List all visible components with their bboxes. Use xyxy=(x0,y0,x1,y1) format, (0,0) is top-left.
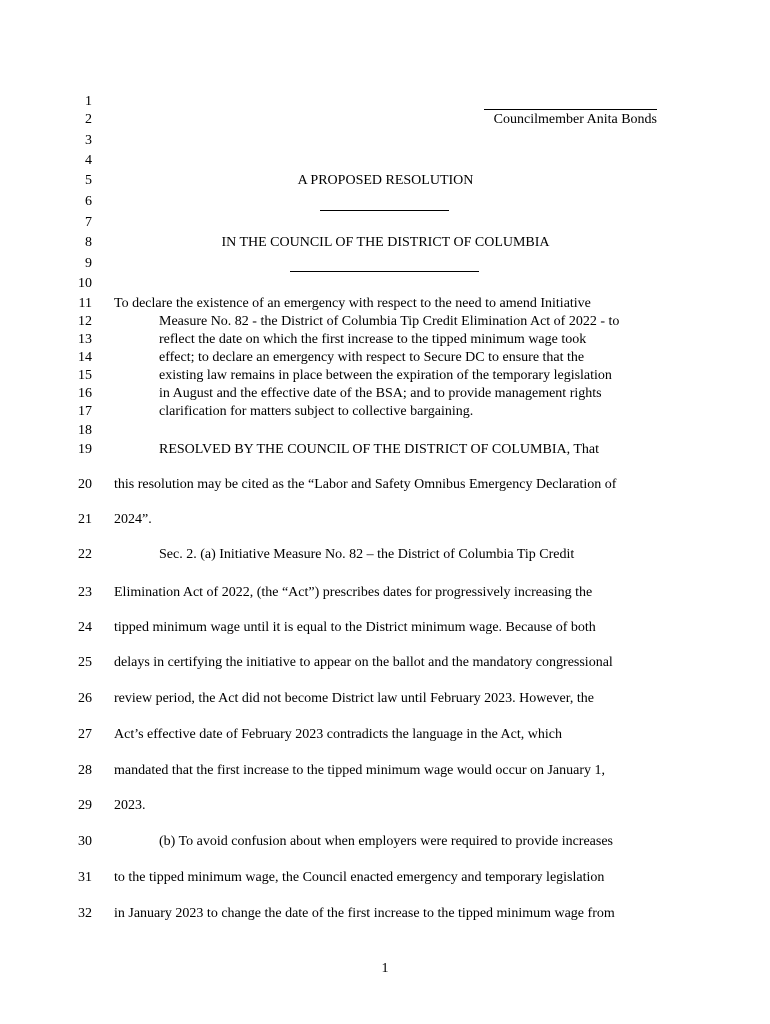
council-rule xyxy=(290,271,479,272)
line-number: 24 xyxy=(78,620,92,635)
line-number: 1 xyxy=(85,94,92,109)
body-line: Act’s effective date of February 2023 contradicts the language in the Act, which xyxy=(114,727,562,742)
body-line: in January 2023 to change the date of the first increase to the tipped minimum wage from xyxy=(114,906,615,921)
line-number: 5 xyxy=(85,173,92,188)
line-number: 3 xyxy=(85,133,92,148)
line-number: 14 xyxy=(78,350,92,365)
long-title-line: in August and the effective date of the BSA; and to provide management rights xyxy=(159,386,602,401)
long-title-line: Measure No. 82 - the District of Columbia Tip Credit Elimination Act of 2022 - to xyxy=(159,314,620,329)
line-number: 12 xyxy=(78,314,92,329)
line-number: 25 xyxy=(78,655,92,670)
body-line: 2023. xyxy=(114,798,146,813)
line-number: 7 xyxy=(85,215,92,230)
line-number: 4 xyxy=(85,153,92,168)
line-number: 31 xyxy=(78,870,92,885)
line-number: 20 xyxy=(78,477,92,492)
body-line: mandated that the first increase to the tipped minimum wage would occur on January 1, xyxy=(114,763,606,778)
line-number: 18 xyxy=(78,423,92,438)
line-number: 28 xyxy=(78,763,92,778)
line-number: 8 xyxy=(85,235,92,250)
line-number: 10 xyxy=(78,276,92,291)
line-number: 2 xyxy=(85,112,92,127)
line-number: 27 xyxy=(78,727,92,742)
sponsor-name: Councilmember Anita Bonds xyxy=(493,112,657,127)
line-number: 17 xyxy=(78,404,92,419)
line-number: 16 xyxy=(78,386,92,401)
body-line: Elimination Act of 2022, (the “Act”) prescribes dates for progressively increasing the xyxy=(114,585,593,600)
line-number: 6 xyxy=(85,194,92,209)
line-number: 23 xyxy=(78,585,92,600)
long-title-line: existing law remains in place between the expiration of the temporary legislation xyxy=(159,368,612,383)
line-number: 22 xyxy=(78,547,92,562)
long-title-line: To declare the existence of an emergency with respect to the need to amend Initiative xyxy=(114,296,591,311)
page-number: 1 xyxy=(381,961,389,976)
body-line: review period, the Act did not become District law until February 2023. However, the xyxy=(114,691,594,706)
line-number: 13 xyxy=(78,332,92,347)
body-line: (b) To avoid confusion about when employers were required to provide increases xyxy=(159,834,614,849)
line-number: 11 xyxy=(78,296,92,311)
heading-rule xyxy=(320,210,449,211)
council-heading: IN THE COUNCIL OF THE DISTRICT OF COLUMBIA xyxy=(221,235,550,250)
line-number: 21 xyxy=(78,512,92,527)
long-title-line: reflect the date on which the first increase to the tipped minimum wage took xyxy=(159,332,587,347)
body-line: delays in certifying the initiative to appear on the ballot and the mandatory congressional xyxy=(114,655,613,670)
body-line: RESOLVED BY THE COUNCIL OF THE DISTRICT OF COLUMBIA, That xyxy=(159,442,599,457)
long-title-line: effect; to declare an emergency with respect to Secure DC to ensure that the xyxy=(159,350,585,365)
line-number: 15 xyxy=(78,368,92,383)
line-number: 26 xyxy=(78,691,92,706)
body-line: Sec. 2. (a) Initiative Measure No. 82 – the District of Columbia Tip Credit xyxy=(159,547,575,562)
long-title-line: clarification for matters subject to collective bargaining. xyxy=(159,404,474,419)
line-number: 32 xyxy=(78,906,92,921)
line-number: 30 xyxy=(78,834,92,849)
line-number: 9 xyxy=(85,256,92,271)
body-line: tipped minimum wage until it is equal to the District minimum wage. Because of both xyxy=(114,620,596,635)
body-line: to the tipped minimum wage, the Council enacted emergency and temporary legislation xyxy=(114,870,605,885)
line-number: 19 xyxy=(78,442,92,457)
signature-line xyxy=(484,109,657,110)
body-line: this resolution may be cited as the “Labor and Safety Omnibus Emergency Declaration of xyxy=(114,477,617,492)
resolution-heading: A PROPOSED RESOLUTION xyxy=(297,173,474,188)
line-number: 29 xyxy=(78,798,92,813)
body-line: 2024”. xyxy=(114,512,152,527)
